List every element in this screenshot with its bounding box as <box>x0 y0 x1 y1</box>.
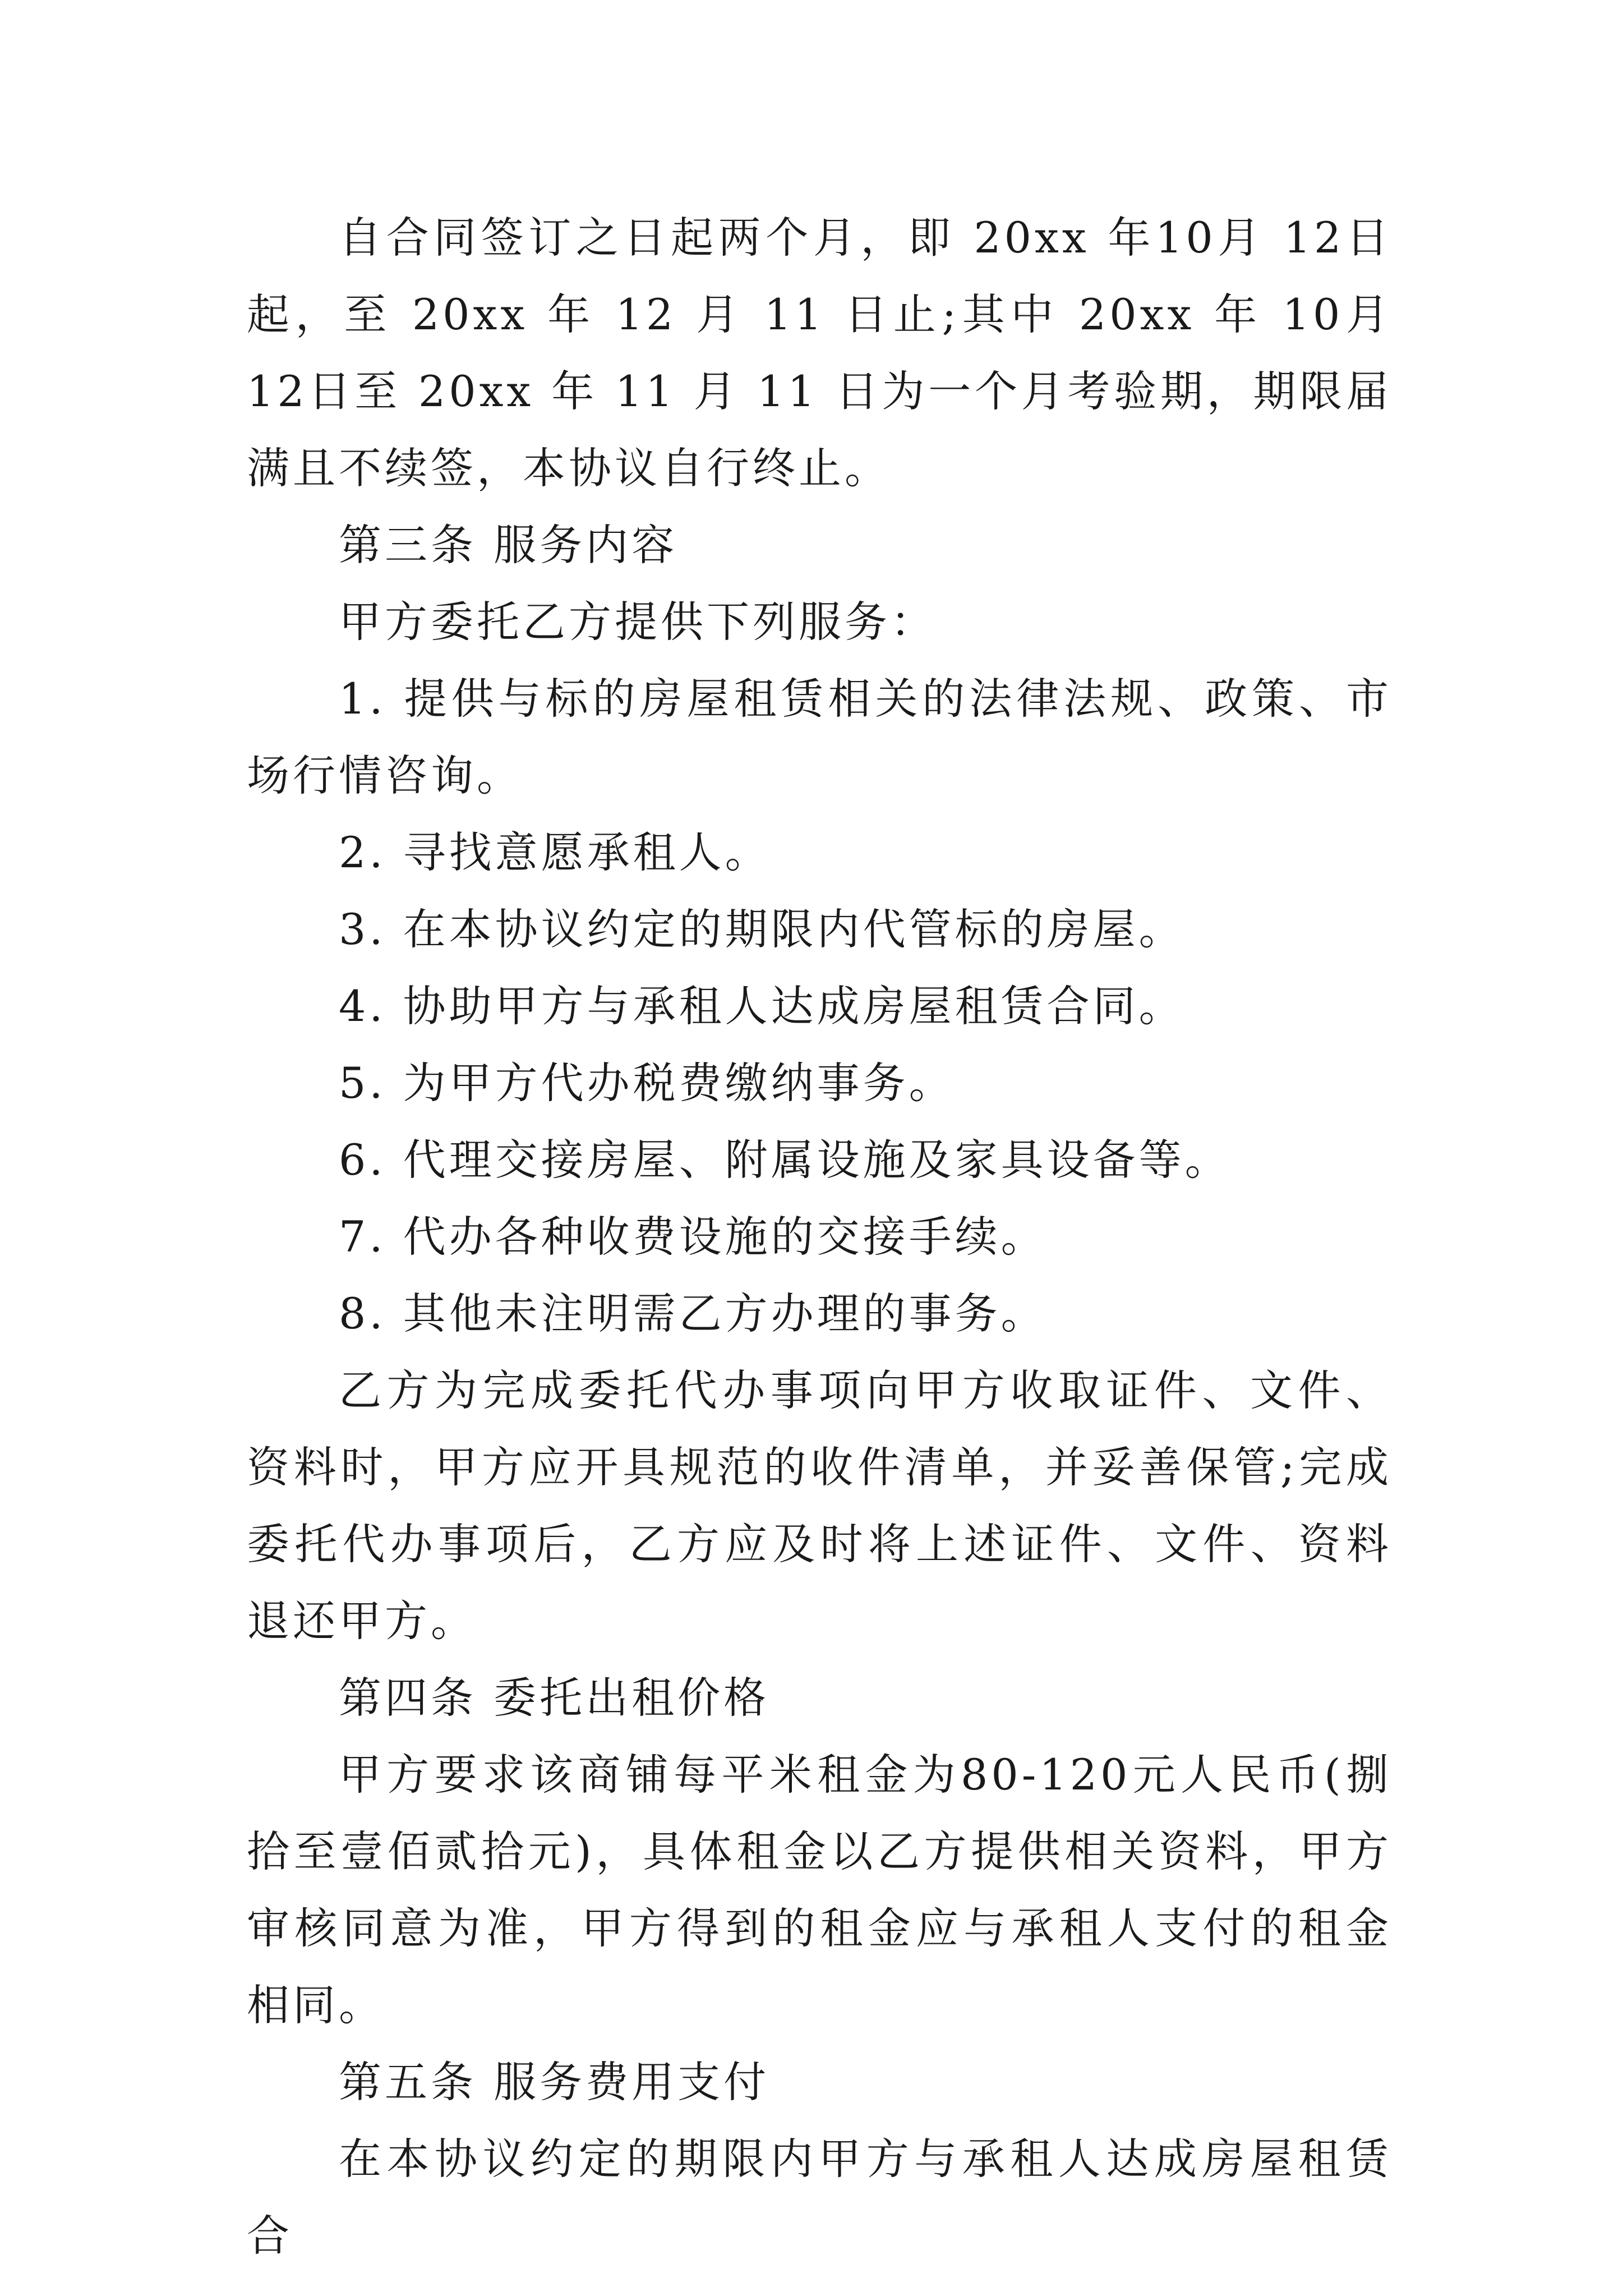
paragraph-fee-payment: 在本协议约定的期限内甲方与承租人达成房屋租赁合 <box>247 2134 1392 2261</box>
service-item-6: 6. 代理交接房屋、附属设施及家具设备等。 <box>339 1135 1231 1185</box>
heading-article-5: 第五条 服务费用支付 <box>339 2057 770 2107</box>
service-item-3: 3. 在本协议约定的期限内代管标的房屋。 <box>339 904 1185 954</box>
paragraph-services-intro: 甲方委托乙方提供下列服务： <box>339 597 937 647</box>
paragraph-rent-price: 甲方要求该商铺每平米租金为80-120元人民币(捌拾至壹佰贰拾元)，具体租金以乙方提供相关资料，甲方审核同意为准，甲方得到的租金应与承租人支付的租金相同。 <box>247 1750 1392 2030</box>
heading-article-3: 第三条 服务内容 <box>339 520 678 570</box>
service-item-5: 5. 为甲方代办税费缴纳事务。 <box>339 1058 955 1108</box>
heading-article-4: 第四条 委托出租价格 <box>339 1673 770 1723</box>
paragraph-term-period: 自合同签订之日起两个月，即 20xx 年10月 12日起，至 20xx 年 12 月 11 日止;其中 20xx 年 10月 12日至 20xx 年 11 月 11 日为一个月考验期，期限届满且不续签，本协议自行终止。 <box>247 213 1392 493</box>
service-item-4: 4. 协助甲方与承租人达成房屋租赁合同。 <box>339 981 1185 1031</box>
service-item-8: 8. 其他未注明需乙方办理的事务。 <box>339 1289 1047 1338</box>
service-item-2: 2. 寻找意愿承租人。 <box>339 827 771 877</box>
service-item-7: 7. 代办各种收费设施的交接手续。 <box>339 1212 1047 1262</box>
document-body <box>247 199 1392 2274</box>
service-item-1: 1. 提供与标的房屋租赁相关的法律法规、政策、市场行情咨询。 <box>247 674 1392 800</box>
paragraph-documents-handling: 乙方为完成委托代办事项向甲方收取证件、文件、资料时，甲方应开具规范的收件清单，并妥善保管;完成委托代办事项后，乙方应及时将上述证件、文件、资料退还甲方。 <box>247 1365 1392 1646</box>
